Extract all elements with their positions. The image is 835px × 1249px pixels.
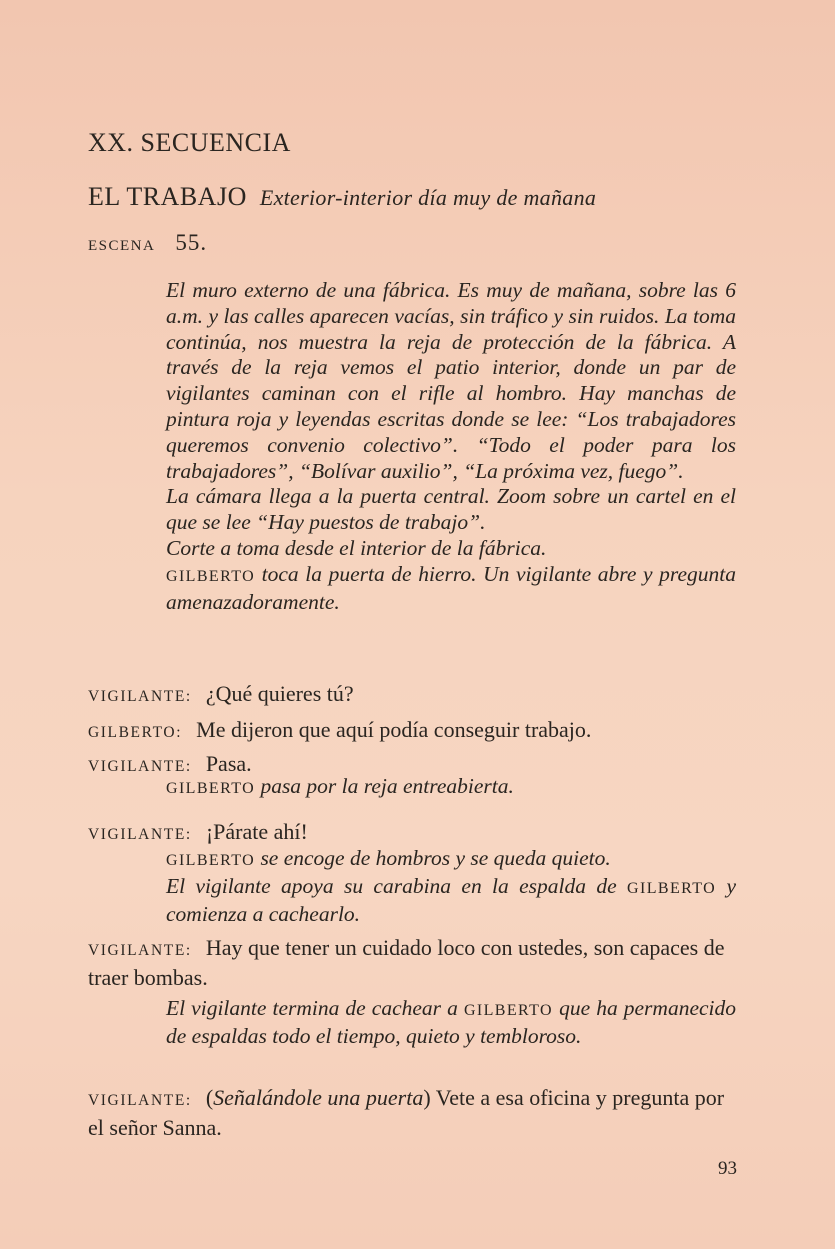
speech-text: ¡Párate ahí!	[205, 819, 308, 844]
scene-number: 55.	[175, 230, 208, 255]
title-subtitle: Exterior-interior día muy de mañana	[259, 185, 597, 210]
stage-text: El vigilante apoya su carabina en la espalda de	[166, 873, 617, 898]
stage-text: se encoge de hombros y se queda quieto.	[260, 846, 611, 870]
speaker-name: GILBERTO:	[88, 724, 183, 741]
stage-direction-3	[166, 846, 736, 927]
sequence-heading: XX. SECUENCIA	[88, 128, 291, 157]
stage-direction-1	[166, 278, 736, 615]
speech-text: Vete a esa oficina y pregunta por el señor Sanna.	[88, 1085, 725, 1140]
stage-paragraph	[166, 874, 736, 928]
dialogue-line	[88, 680, 738, 710]
character-name: GILBERTO	[463, 1002, 553, 1019]
scene-label: ESCENA	[88, 238, 156, 254]
speaker-name: VIGILANTE:	[88, 1092, 192, 1109]
stage-text: pasa por la reja entreabierta.	[260, 774, 514, 798]
stage-text: toca la puerta de hierro. Un vigilante abre y pregunta amenazadoramente.	[166, 561, 736, 614]
stage-text: El vigilante termina de cachear a	[166, 996, 458, 1020]
stage-direction-4	[166, 996, 736, 1050]
stage-text: y comienza a cachearlo.	[166, 873, 736, 926]
stage-paragraph	[166, 562, 736, 616]
parenthetical: Señalándole una puerta	[213, 1085, 424, 1110]
stage-paragraph: La cámara llega a la puerta central. Zoom sobre un cartel en el que se lee “Hay puestos de trabajo”.	[166, 484, 736, 535]
dialogue-line	[88, 818, 738, 848]
speaker-name: VIGILANTE:	[88, 688, 192, 705]
stage-text: que ha permanecido de espaldas todo el tiempo, quieto y tembloroso.	[166, 996, 737, 1048]
character-name: GILBERTO	[166, 567, 256, 585]
stage-paragraph	[166, 774, 736, 802]
stage-paragraph: El muro externo de una fábrica. Es muy de mañana, sobre las 6 a.m. y las calles aparecen vacías, sin tráfico y sin ruidos. La toma continúa, nos muestra la reja de protección de la fábrica. A través de la reja vemos el patio interior, donde un par de vigilantes caminan con el rifle al hombro. Hay manchas de pintura roja y leyendas escritas donde se lee: “Los trabajadores queremos convenio colectivo”. “Todo el poder para los trabajadores”, “Bolívar auxilio”, “La próxima vez, fuego”.	[166, 278, 736, 483]
dialogue-line	[88, 1084, 738, 1141]
character-name: GILBERTO	[627, 879, 717, 897]
stage-paragraph: Corte a toma desde el interior de la fábrica.	[166, 535, 547, 560]
scene-line	[88, 230, 207, 256]
speaker-name: VIGILANTE:	[88, 826, 192, 843]
stage-paragraph	[166, 996, 736, 1050]
stage-direction-2	[166, 774, 736, 802]
dialogue-line	[88, 934, 738, 991]
stage-paragraph	[166, 846, 736, 874]
title-text: EL TRABAJO	[88, 182, 247, 211]
paren-open: (	[205, 1085, 214, 1110]
speech-text: Pasa.	[205, 751, 252, 776]
speech-text: Me dijeron que aquí podía conseguir trabajo.	[196, 717, 592, 742]
speech-text: ¿Qué quieres tú?	[205, 681, 354, 706]
section-title	[88, 182, 596, 212]
speaker-name: VIGILANTE:	[88, 758, 192, 775]
dialogue-line	[88, 716, 738, 746]
page-number: 93	[718, 1158, 737, 1179]
speaker-name: VIGILANTE:	[88, 942, 192, 959]
character-name: GILBERTO	[166, 852, 256, 869]
speech-text: Hay que tener un cuidado loco con ustedes, son capaces de traer bombas.	[88, 935, 725, 990]
character-name: GILBERTO	[166, 780, 256, 797]
paren-close: )	[423, 1085, 431, 1110]
